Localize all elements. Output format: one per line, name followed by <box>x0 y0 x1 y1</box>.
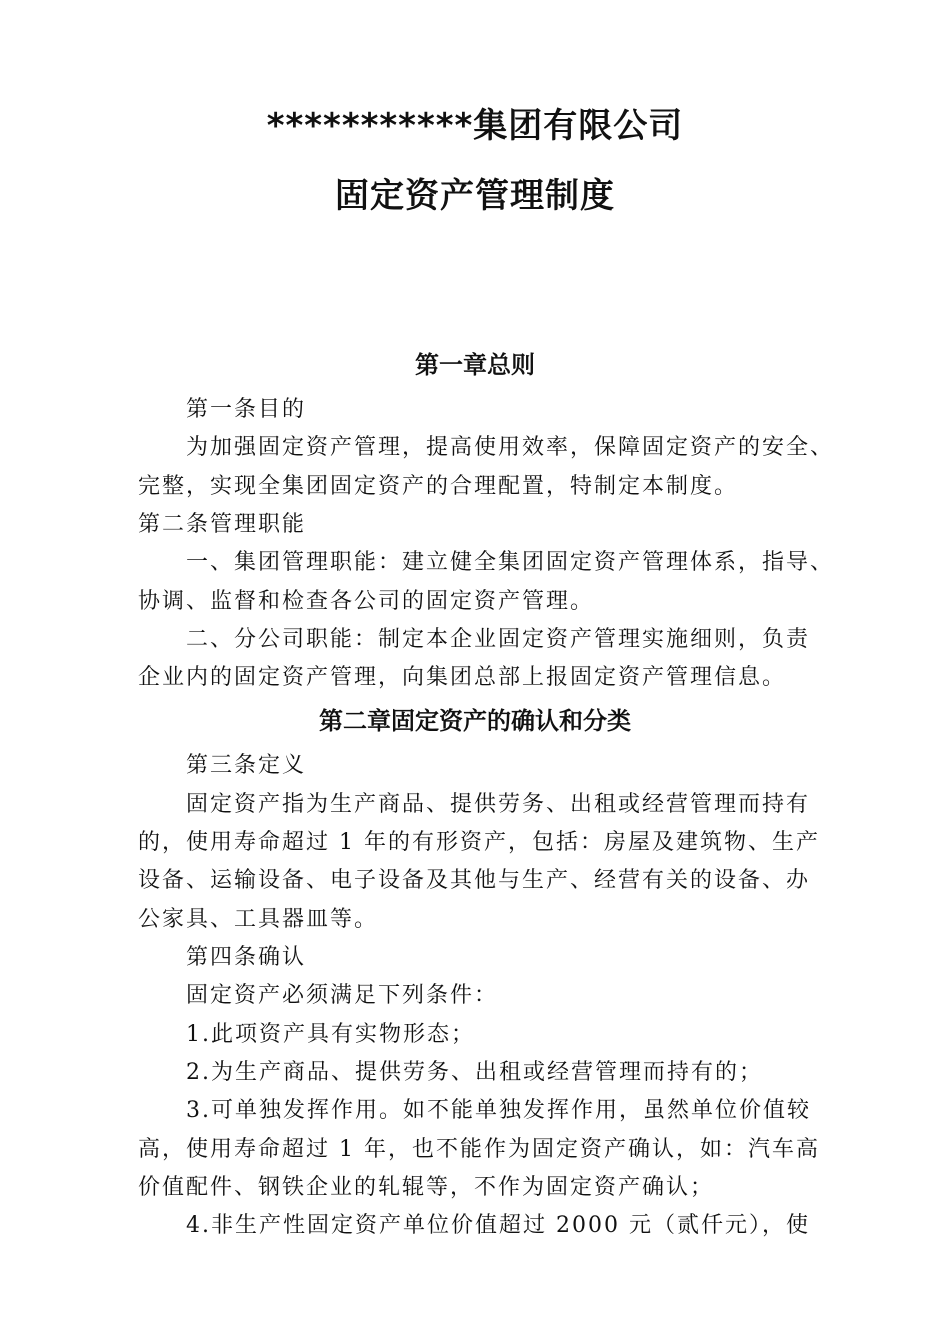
chapter-2-heading: 第二章固定资产的确认和分类 <box>319 706 631 735</box>
condition-item-1: 1.此项资产具有实物形态； <box>186 1022 475 1047</box>
chapter-1-heading: 第一章总则 <box>415 350 535 379</box>
condition-item-4-line-1: 4.非生产性固定资产单位价值超过 2000 元（贰仟元），使 <box>186 1213 810 1238</box>
article-2-item-1-line-2: 协调、监督和检查各公司的固定资产管理。 <box>138 589 595 614</box>
article-1-text-line-2: 完整，实现全集团固定资产的合理配置，特制定本制度。 <box>138 474 739 499</box>
condition-item-2: 2.为生产商品、提供劳务、出租或经营管理而持有的； <box>186 1060 763 1085</box>
condition-item-3-line-3: 价值配件、钢铁企业的轧辊等，不作为固定资产确认； <box>138 1175 715 1200</box>
article-4-intro: 固定资产必须满足下列条件： <box>186 983 499 1008</box>
condition-item-3-line-2: 高，使用寿命超过 1 年，也不能作为固定资产确认，如：汽车高 <box>138 1137 820 1162</box>
article-1-title: 第一条目的 <box>186 397 307 422</box>
document-title-company: ***********集团有限公司 <box>266 106 684 146</box>
article-3-text-line-1: 固定资产指为生产商品、提供劳务、出租或经营管理而持有 <box>186 792 811 817</box>
article-2-item-2-line-2: 企业内的固定资产管理，向集团总部上报固定资产管理信息。 <box>138 665 787 690</box>
article-2-item-2-line-1: 二、分公司职能：制定本企业固定资产管理实施细则，负责 <box>186 627 811 652</box>
article-3-text-line-4: 公家具、工具器皿等。 <box>138 907 379 932</box>
article-2-title: 第二条管理职能 <box>138 512 307 537</box>
document-title-policy: 固定资产管理制度 <box>335 176 615 216</box>
condition-item-3-line-1: 3.可单独发挥作用。如不能单独发挥作用，虽然单位价值较 <box>186 1098 811 1123</box>
article-3-text-line-3: 设备、运输设备、电子设备及其他与生产、经营有关的设备、办 <box>138 868 811 893</box>
article-3-title: 第三条定义 <box>186 753 307 778</box>
article-2-item-1-line-1: 一、集团管理职能：建立健全集团固定资产管理体系，指导、 <box>186 550 835 575</box>
article-3-text-line-2: 的，使用寿命超过 1 年的有形资产，包括：房屋及建筑物、生产 <box>138 830 820 855</box>
article-1-text-line-1: 为加强固定资产管理，提高使用效率，保障固定资产的安全、 <box>186 435 835 460</box>
article-4-title: 第四条确认 <box>186 945 307 970</box>
